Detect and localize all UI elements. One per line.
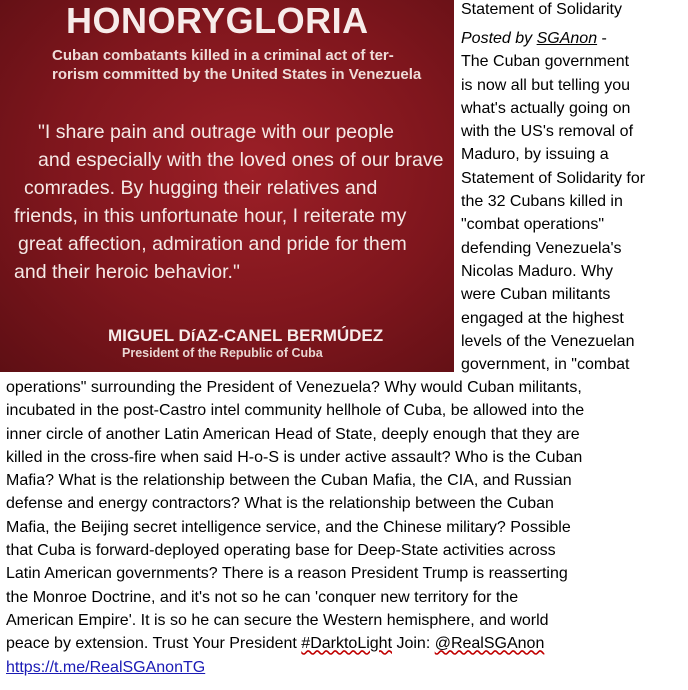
author-link[interactable]: SGAnon [536,30,598,47]
article-line: Mafia, the Beijing secret intelligence service, and the Chinese military? Possible [6,518,571,536]
join-handle-link[interactable]: @RealSGAnon [434,635,545,653]
article-line: The Cuban government [461,53,630,71]
article-line: Maduro, by issuing a [461,146,609,164]
article-line: operations" surrounding the President of Venezuela? Why would Cuban militants, [6,379,582,396]
article-line: Nicolas Maduro. Why [461,262,614,280]
article-line: engaged at the highest [461,309,624,327]
posted-by-suffix: - [597,30,607,47]
poster-quote-line: great affection, admiration and pride for them [18,233,407,255]
article-full-width-text [6,376,686,679]
article-line: the Monroe Doctrine, and it's not so he can 'conquer new territory for the [6,588,519,606]
article-line: Statement of Solidarity for [461,169,646,187]
telegram-link[interactable]: https://t.me/RealSGAnonTG [6,658,206,676]
article-closing-line [6,632,686,655]
solidarity-poster-image [0,0,454,372]
article-line: levels of the Venezuelan [461,332,635,350]
poster-quote-line: "I share pain and outrage with our people [38,121,394,143]
article-heading: Statement of Solidarity [461,1,622,18]
poster-quote [14,118,446,286]
poster-subtitle-line: Cuban combatants killed in a criminal act of ter- [52,47,394,64]
article-line: "combat operations" [461,216,604,234]
poster-quote-line: and especially with the loved ones of our brave [38,149,444,171]
article-line: were Cuban militants [461,286,611,304]
poster-signatory-name: MIGUEL DíAZ-CANEL BERMÚDEZ [108,326,384,345]
poster-quote-line: comrades. By hugging their relatives and [24,177,378,199]
poster-quote-line: and their heroic behavior." [14,261,240,283]
join-prefix: Join: [392,635,435,653]
article-line: with the US's removal of [461,123,634,141]
poster-subtitle-line: rorism committed by the United States in Venezuela [52,66,422,83]
article-line: Mafia? What is the relationship between the Cuban Mafia, the CIA, and Russian [6,472,572,490]
poster-signatory-role: President of the Republic of Cuba [122,346,323,360]
closing-text: peace by extension. Trust Your President [6,635,302,653]
article-line: what's actually going on [461,99,631,117]
article-line: that Cuba is forward-deployed operating base for Deep-State activities across [6,542,556,560]
article-line: the 32 Cubans killed in [461,193,623,211]
article-line: defense and energy contractors? What is the relationship between the Cuban [6,495,554,513]
hashtag-link[interactable]: #DarktoLight [301,635,393,653]
posted-by-prefix: Posted by [461,30,537,47]
article-line: Latin American governments? There is a reason President Trump is reasserting [6,565,568,583]
article-line: is now all but telling you [461,76,630,94]
article-line: killed in the cross-fire when said H-o-S is under active assault? Who is the Cuban [6,448,583,466]
telegram-link-line [6,656,686,679]
article-side-column [461,27,687,376]
poster-quote-line: friends, in this unfortunate hour, I reiterate my [14,205,407,227]
article-line: American Empire'. It is so he can secure the Western hemisphere, and world [6,611,549,629]
posted-by-line [461,27,687,50]
poster-subtitle [52,46,432,84]
article-line: incubated in the post-Castro intel community hellhole of Cuba, be allowed into the [6,402,585,420]
article-line: inner circle of another Latin American Head of State, deeply enough that they are [6,425,580,443]
article-line: government, in "combat [461,356,630,374]
poster-title: HONORYGLORIA [66,0,369,41]
article-line: defending Venezuela's [461,239,622,257]
